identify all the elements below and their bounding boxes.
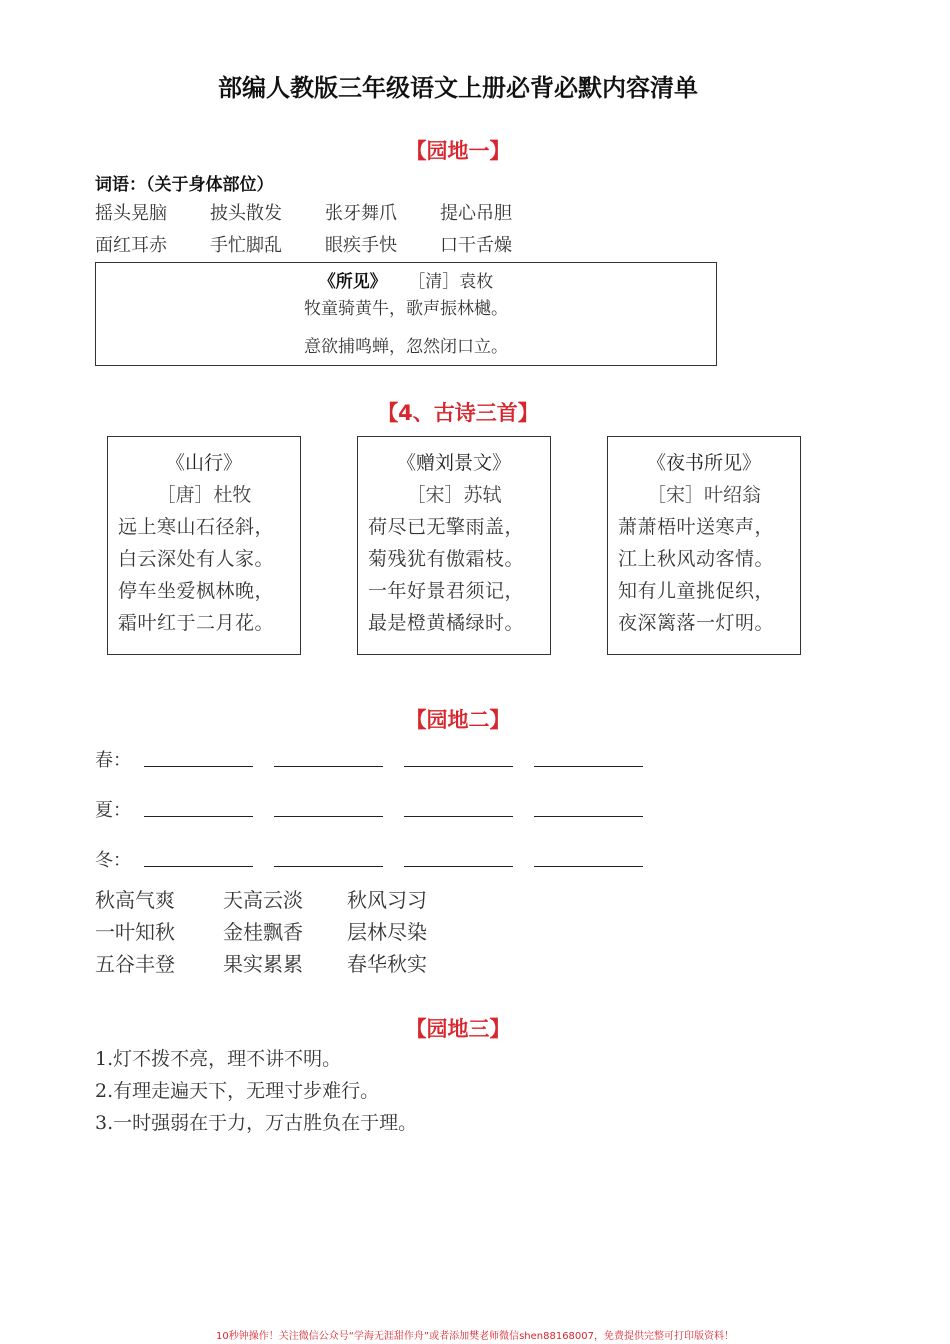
word-row [95,949,475,981]
poem-line: 最是橙黄橘绿时。 [368,612,525,634]
poem-line: 白云深处有人家。 [118,548,275,570]
word-row [95,885,475,917]
word: 眼疾手快 [325,235,397,256]
word-row [95,199,555,231]
word: 秋风习习 [347,888,427,912]
poem-box-shanxing [107,436,301,655]
poem-line: 远上寒山石径斜， [118,516,275,538]
poem-box-zengliujingwen [357,436,551,655]
word: 果实累累 [223,952,303,976]
poem-author: ［唐］杜牧 [156,484,252,506]
word-row [95,917,475,949]
poem-line: 一年好景君须记， [368,580,525,602]
fill-blank[interactable] [274,816,383,817]
autumn-words-grid [95,885,475,981]
poem-box-yeshusuojian [607,436,801,655]
blank-label: 春： [95,750,131,771]
poem-line: 夜深篱落一灯明。 [618,612,775,634]
word: 秋高气爽 [95,888,175,912]
poem-line: 意欲捕鸣蝉，忽然闭口立。 [304,337,508,357]
poem-title: 《夜书所见》 [646,452,761,474]
word: 金桂飘香 [223,920,303,944]
poem-line: 停车坐爱枫林晚， [118,580,275,602]
fill-blank[interactable] [404,866,513,867]
word: 手忙脚乱 [210,235,282,256]
poem-title: 《赠刘景文》 [396,452,511,474]
poem-line: 江上秋风动客情。 [618,548,775,570]
fill-blank[interactable] [534,766,643,767]
poem-line: 知有儿童挑促织， [618,580,775,602]
saying-item: 1.灯不拨不亮，理不讲不明。 [95,1048,342,1070]
sayings-list [95,1044,417,1140]
poem-line: 萧萧梧叶送寒声， [618,516,775,538]
word: 提心吊胆 [440,203,512,224]
section-heading-garden-3: 【园地三】 [405,1017,511,1041]
word: 披头散发 [210,203,282,224]
poem-author: ［宋］叶绍翁 [646,484,761,506]
poem-author: ［宋］苏轼 [406,484,502,506]
word: 春华秋实 [347,952,427,976]
word: 天高云淡 [223,888,303,912]
word: 五谷丰登 [95,952,175,976]
fill-blank[interactable] [144,866,253,867]
body-words-grid [95,199,555,263]
fill-blank[interactable] [274,766,383,767]
poem-line: 荷尽已无擎雨盖， [368,516,525,538]
saying-item: 3.一时强弱在于力，万古胜负在于理。 [95,1112,418,1134]
fill-blank[interactable] [274,866,383,867]
word: 口干舌燥 [440,235,512,256]
blank-label: 冬： [95,850,131,871]
page-title: 部编人教版三年级语文上册必背必默内容清单 [218,74,698,102]
poem-title: 《山行》 [165,452,242,474]
fill-blank[interactable] [144,816,253,817]
word: 张牙舞爪 [325,203,397,224]
fill-blank[interactable] [144,766,253,767]
fill-blank[interactable] [534,866,643,867]
footer-notice: 10秒钟操作！关注微信公众号“学海无涯甜作舟”或者添加樊老师微信shen88168007，免费提供完整可打印版资料！ [215,1331,735,1342]
poem-box-suojian [95,262,717,366]
section-heading-garden-2: 【园地二】 [405,708,511,732]
blank-label: 夏： [95,800,131,821]
poem-line: 牧童骑黄牛，歌声振林樾。 [304,299,508,319]
fill-blank[interactable] [404,766,513,767]
fill-blank[interactable] [534,816,643,817]
saying-item: 2.有理走遍天下，无理寸步难行。 [95,1080,380,1102]
words-heading: 词语：（关于身体部位） [95,175,274,195]
poem-author: ［清］袁枚 [416,272,494,292]
word-row [95,231,555,263]
poem-line: 霜叶红于二月花。 [118,612,275,634]
poem-line: 菊残犹有傲霜枝。 [368,548,525,570]
word: 摇头晃脑 [95,203,167,224]
section-heading-garden-1: 【园地一】 [405,139,511,163]
three-poems [107,436,802,656]
section-heading-three-poems: 【4、古诗三首】 [377,401,539,425]
poem-title-line [96,269,716,295]
word: 一叶知秋 [95,920,175,944]
word: 层林尽染 [347,920,427,944]
word: 面红耳赤 [95,235,167,256]
fill-blank[interactable] [404,816,513,817]
poem-title: 《所见》 [318,272,387,292]
